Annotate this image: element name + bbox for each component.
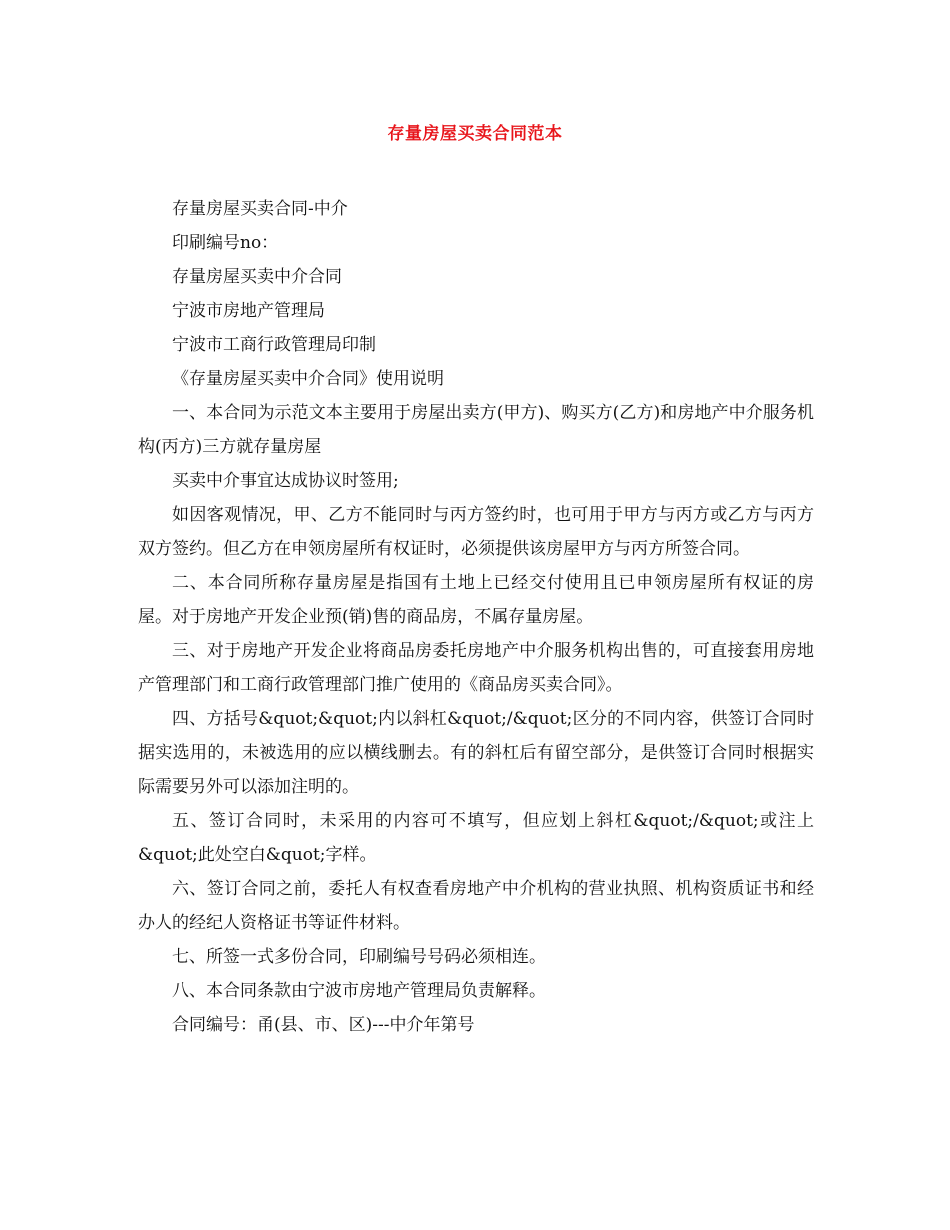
paragraph-clause-3: 三、对于房地产开发企业将商品房委托房地产中介服务机构出售的，可直接套用房地产管理部门和工商行政管理部门推广使用的《商品房买卖合同》。 bbox=[138, 641, 814, 695]
paragraph-clause-1-cont: 买卖中介事宜达成协议时签用; bbox=[172, 471, 399, 491]
paragraph-clause-6: 六、签订合同之前，委托人有权查看房地产中介机构的营业执照、机构资质证书和经办人的经纪人资格证书等证件材料。 bbox=[138, 879, 814, 933]
paragraph-clause-4: 四、方括号&quot;&quot;内以斜杠&quot;/&quot;区分的不同内容，供签订合同时据实选用的，未被选用的应以横线删去。有的斜杠后有留空部分，是供签订合同时根据实际需要另外可以添加注明的。 bbox=[138, 709, 814, 797]
paragraph-contract-name: 存量房屋买卖中介合同 bbox=[172, 267, 342, 287]
document-body bbox=[138, 192, 814, 1042]
paragraph-heading-intermediary: 存量房屋买卖合同-中介 bbox=[172, 199, 348, 219]
paragraph-print-number: 印刷编号no： bbox=[172, 233, 279, 253]
paragraph-clause-8: 八、本合同条款由宁波市房地产管理局负责解释。 bbox=[172, 981, 546, 1001]
paragraph-contract-number: 合同编号：甬(县、市、区)---中介年第号 bbox=[172, 1015, 475, 1035]
paragraph-clause-5: 五、签订合同时，未采用的内容可不填写，但应划上斜杠&quot;/&quot;或注上&quot;此处空白&quot;字样。 bbox=[138, 811, 814, 865]
paragraph-usage-instructions-heading: 《存量房屋买卖中介合同》使用说明 bbox=[172, 369, 444, 389]
paragraph-issuer-commerce-bureau: 宁波市工商行政管理局印制 bbox=[172, 335, 376, 355]
paragraph-issuer-housing-bureau: 宁波市房地产管理局 bbox=[172, 301, 325, 321]
paragraph-clause-7: 七、所签一式多份合同，印刷编号号码必须相连。 bbox=[172, 947, 546, 967]
paragraph-clause-1: 一、本合同为示范文本主要用于房屋出卖方(甲方)、购买方(乙方)和房地产中介服务机构(丙方)三方就存量房屋 bbox=[138, 403, 814, 457]
paragraph-clause-1-note: 如因客观情况，甲、乙方不能同时与丙方签约时，也可用于甲方与丙方或乙方与丙方双方签约。但乙方在申领房屋所有权证时，必须提供该房屋甲方与丙方所签合同。 bbox=[138, 505, 814, 559]
paragraph-clause-2: 二、本合同所称存量房屋是指国有土地上已经交付使用且已申领房屋所有权证的房屋。对于房地产开发企业预(销)售的商品房，不属存量房屋。 bbox=[138, 573, 814, 627]
document-title: 存量房屋买卖合同范本 bbox=[387, 124, 563, 144]
